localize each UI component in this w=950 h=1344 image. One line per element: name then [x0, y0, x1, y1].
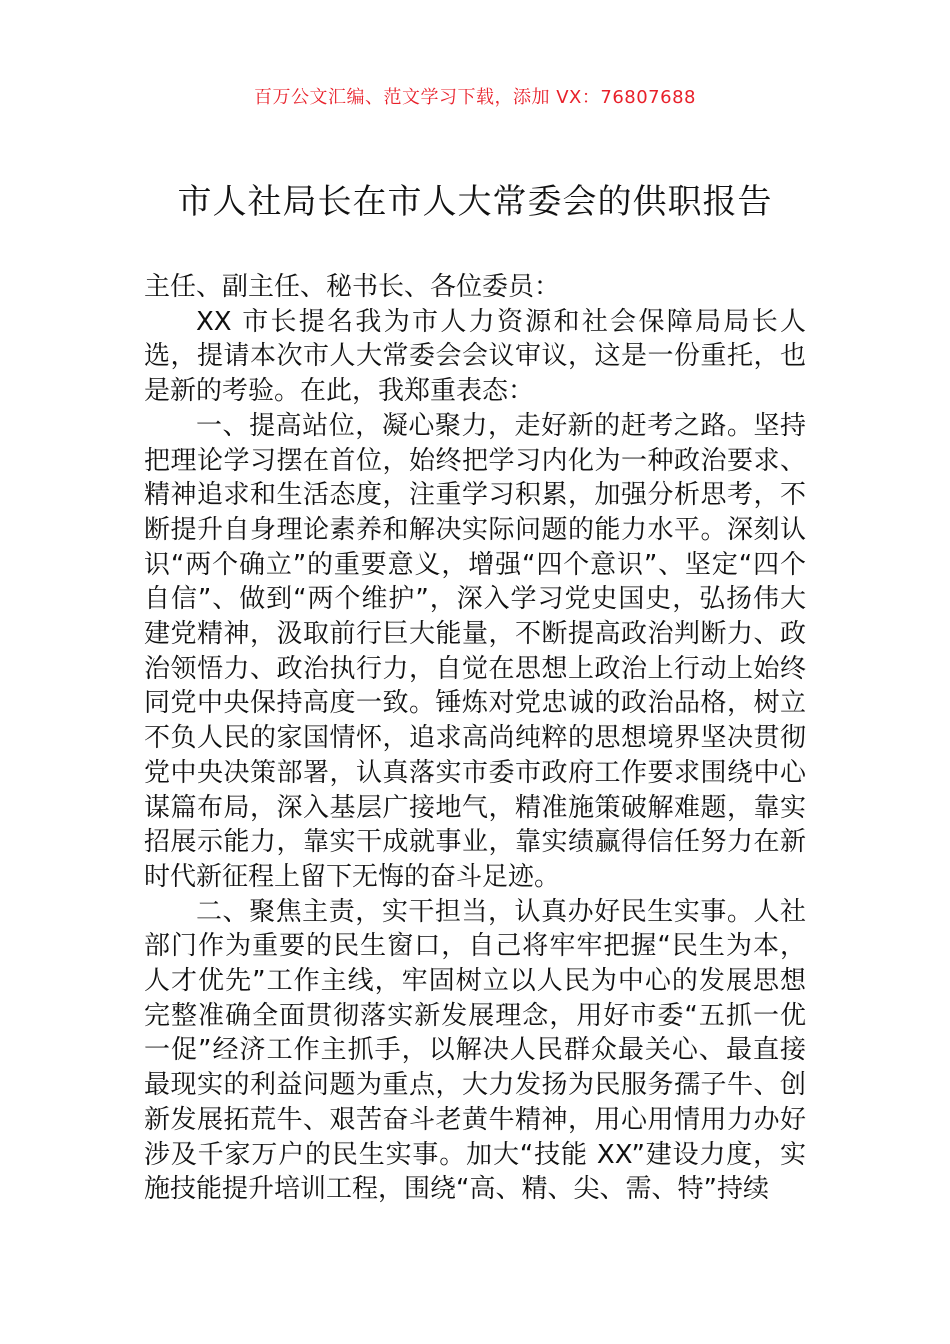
paragraph-section-one: 一、提高站位，凝心聚力，走好新的赶考之路。坚持把理论学习摆在首位，始终把学习内化为一种政治要求、精神追求和生活态度，注重学习积累，加强分析思考，不断提升自身理论素养和解决实际问题的能力水平。深刻认识“两个确立”的重要意义，增强“四个意识”、坚定“四个自信”、做到“两个维护”，深入学习党史国史，弘扬伟大建党精神，汲取前行巨大能量，不断提高政治判断力、政治领悟力、政治执行力，自觉在思想上政治上行动上始终同党中央保持高度一致。锤炼对党忠诚的政治品格，树立不负人民的家国情怀，追求高尚纯粹的思想境界坚决贯彻党中央决策部署，认真落实市委市政府工作要求围绕中心谋篇布局，深入基层广接地气，精准施策破解难题，靠实招展示能力，靠实干成就事业，靠实绩赢得信任努力在新时代新征程上留下无悔的奋斗足迹。	[144, 410, 806, 892]
document-title: 市人社局长在市人大常委会的供职报告	[177, 182, 773, 222]
paragraph-section-two: 二、聚焦主责，实干担当，认真办好民生实事。人社部门作为重要的民生窗口，自己将牢牢把握“民生为本，人才优先”工作主线，牢固树立以人民为中心的发展思想完整准确全面贯彻落实新发展理念，用好市委“五抓一优一促”经济工作主抓手，以解决人民群众最关心、最直接最现实的利益问题为重点，大力发扬为民服务孺子牛、创新发展拓荒牛、艰苦奋斗老黄牛精神，用心用情用力办好涉及千家万户的民生实事。加大“技能 XX”建设力度，实施技能提升培训工程，围绕“高、精、尖、需、特”持续	[144, 896, 806, 1205]
salutation: 主任、副主任、秘书长、各位委员：	[144, 272, 561, 302]
ad-banner: 百万公文汇编、范文学习下载，添加 VX：76807688	[254, 87, 696, 108]
paragraph-intro: XX 市长提名我为市人力资源和社会保障局局长人选，提请本次市人大常委会会议审议，这是一份重托，也是新的考验。在此，我郑重表态：	[144, 306, 806, 407]
document-body	[144, 270, 806, 1207]
